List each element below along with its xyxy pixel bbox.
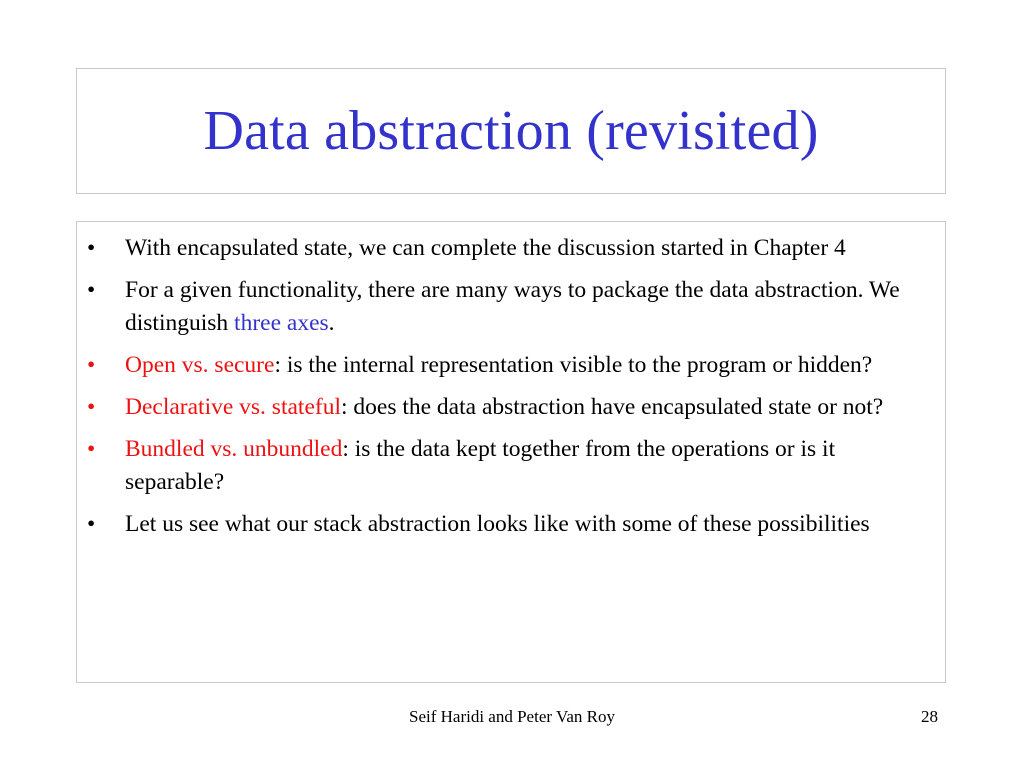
bullet-text: : is the data kept together from the operations or is it separable?	[125, 436, 836, 495]
bullet-text: Let us see what our stack abstraction looks like with some of these possibilities	[125, 511, 870, 537]
content-box	[76, 221, 946, 683]
page-number: 28	[921, 707, 938, 726]
bullet-marker: •	[87, 436, 96, 462]
bullet-list	[77, 222, 945, 541]
bullet-highlight-blue: three axes	[234, 310, 329, 336]
bullet-text: : does the data abstraction have encapsulated state or not?	[340, 394, 884, 420]
bullet-item	[77, 349, 935, 382]
bullet-highlight-red: Bundled vs. unbundled	[125, 436, 343, 462]
bullet-item	[77, 391, 935, 424]
bullet-marker: •	[87, 394, 96, 420]
slide-title: Data abstraction (revisited)	[203, 100, 819, 162]
bullet-marker: •	[87, 511, 96, 537]
bullet-item	[77, 508, 935, 541]
bullet-item	[77, 433, 935, 499]
bullet-suffix: .	[328, 310, 335, 336]
bullet-marker: •	[87, 277, 96, 303]
bullet-highlight-red: Declarative vs. stateful	[125, 394, 341, 420]
title-box	[76, 68, 946, 194]
bullet-item	[77, 232, 935, 265]
bullet-text: : is the internal representation visible to the program or hidden?	[274, 352, 873, 378]
bullet-highlight-red: Open vs. secure	[125, 352, 275, 378]
bullet-item	[77, 274, 935, 340]
footer-author: Seif Haridi and Peter Van Roy	[408, 707, 615, 726]
bullet-marker: •	[87, 352, 96, 378]
bullet-text: For a given functionality, there are many ways to package the data abstraction. We distinguish	[125, 277, 900, 336]
bullet-marker: •	[87, 235, 96, 261]
bullet-text: With encapsulated state, we can complete the discussion started in Chapter 4	[125, 235, 846, 261]
